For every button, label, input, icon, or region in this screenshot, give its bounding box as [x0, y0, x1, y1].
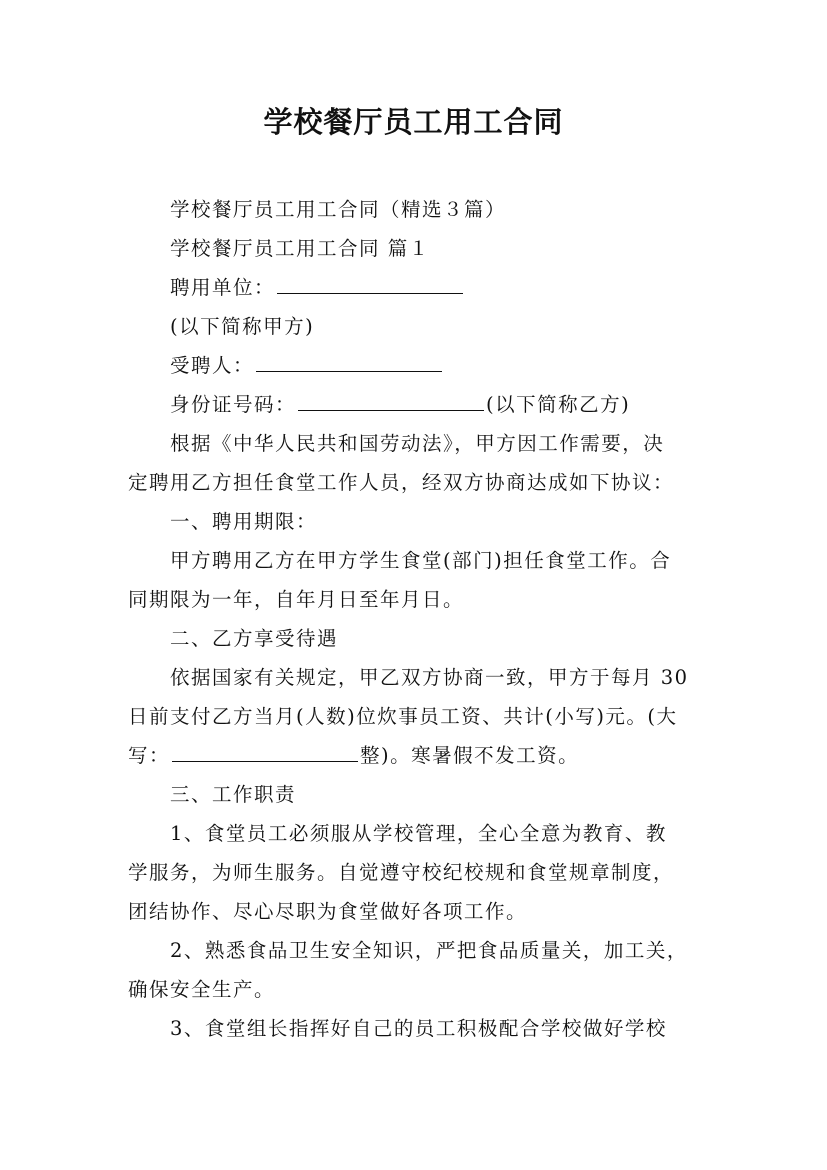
- paragraph-line: 团结协作、尽心尽职为食堂做好各项工作。: [128, 900, 528, 923]
- employee-line: [128, 346, 718, 385]
- heading-text: 一、聘用期限：: [170, 510, 318, 533]
- party-a-note: (以下简称甲方): [170, 315, 315, 338]
- paragraph-line: 依据国家有关规定，甲乙双方协商一致，甲方于每月 30: [170, 666, 689, 689]
- heading-text: 三、工作职责: [170, 783, 297, 806]
- paragraph-line: 2、熟悉食品卫生安全知识，严把食品质量关，加工关，: [170, 939, 688, 962]
- employee-label: 受聘人：: [170, 354, 255, 377]
- employee-blank: [256, 349, 442, 372]
- amount-blank: [172, 739, 358, 762]
- paragraph-benefits: [128, 658, 718, 775]
- paragraph-duty-2: [128, 931, 718, 1009]
- subtitle-line: [128, 190, 718, 229]
- paragraph-line: 甲方聘用乙方在甲方学生食堂(部门)担任食堂工作。合: [170, 549, 672, 572]
- amount-suffix: 整)。寒暑假不发工资。: [360, 744, 580, 767]
- paragraph-line: 定聘用乙方担任食堂工作人员，经双方协商达成如下协议：: [128, 471, 675, 494]
- heading-term: [128, 502, 718, 541]
- paragraph-line: 3、食堂组长指挥好自己的员工积极配合学校做好学校: [170, 1017, 667, 1040]
- party-b-note: (以下简称乙方): [486, 393, 631, 416]
- document-body: [128, 190, 718, 1048]
- paragraph-line: 1、食堂员工必须服从学校管理，全心全意为教育、教: [170, 822, 667, 845]
- paragraph-line: 日前支付乙方当月(人数)位炊事员工资、共计(小写)元。(大: [128, 705, 678, 728]
- paragraph-term: [128, 541, 718, 619]
- id-number-line: [128, 385, 718, 424]
- paragraph-line: [128, 736, 718, 775]
- heading-text: 二、乙方享受待遇: [170, 627, 339, 650]
- section-heading-line: [128, 229, 718, 268]
- paragraph-line: 同期限为一年，自年月日至年月日。: [128, 588, 465, 611]
- heading-benefits: [128, 619, 718, 658]
- id-number-blank: [298, 388, 484, 411]
- employer-line: [128, 268, 718, 307]
- employer-blank: [277, 271, 463, 294]
- party-a-note-line: [128, 307, 718, 346]
- subtitle-text: 学校餐厅员工用工合同（精选３篇）: [170, 198, 507, 221]
- id-number-label: 身份证号码：: [170, 393, 297, 416]
- section-heading-text: 学校餐厅员工用工合同 篇１: [170, 237, 430, 260]
- heading-duties: [128, 775, 718, 814]
- paragraph-line: 根据《中华人民共和国劳动法》，甲方因工作需要，决: [170, 432, 665, 455]
- paragraph-duty-1: [128, 814, 718, 931]
- paragraph-line: 学服务，为师生服务。自觉遵守校纪校规和食堂规章制度，: [128, 861, 675, 884]
- paragraph-line: 确保安全生产。: [128, 978, 276, 1001]
- amount-label: 写：: [128, 744, 171, 767]
- document-title: 学校餐厅员工用工合同: [263, 105, 564, 139]
- employer-label: 聘用单位：: [170, 276, 276, 299]
- paragraph-intro: [128, 424, 718, 502]
- paragraph-duty-3: [128, 1009, 718, 1048]
